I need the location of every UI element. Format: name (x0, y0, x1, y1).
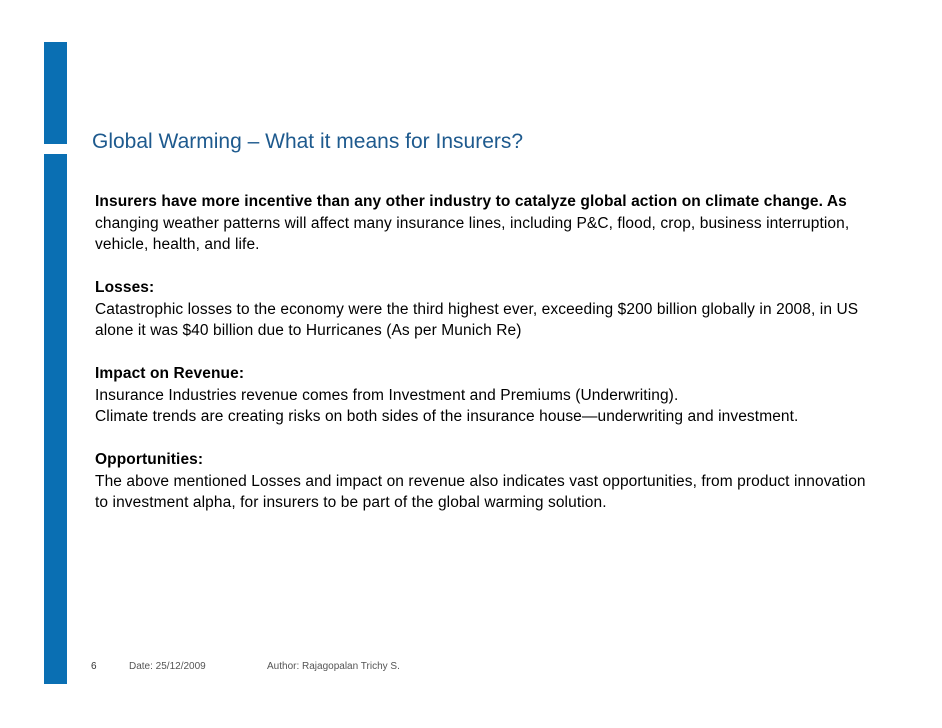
revenue-text-2: Climate trends are creating risks on both sides of the insurance house—underwriting and investment. (95, 408, 799, 425)
accent-bar-top (44, 42, 67, 144)
opportunities-text: The above mentioned Losses and impact on revenue also indicates vast opportunities, from product innovation to investment alpha, for insurers to be part of the global warming solution. (95, 472, 866, 511)
revenue-heading: Impact on Revenue: (95, 365, 245, 382)
intro-bold-text: Insurers have more incentive than any other industry to catalyze global action on climate change. As (95, 193, 847, 210)
losses-section (95, 277, 875, 342)
revenue-text-1: Insurance Industries revenue comes from Investment and Premiums (Underwriting). (95, 386, 679, 404)
page-number: 6 (91, 661, 97, 672)
accent-bar-side (44, 154, 67, 684)
opportunities-heading: Opportunities: (95, 451, 204, 468)
footer-author: Author: Rajagopalan Trichy S. (267, 661, 400, 672)
revenue-section (95, 363, 875, 428)
losses-text: Catastrophic losses to the economy were the third highest ever, exceeding $200 billion globally in 2008, in US alone it was $40 billion due to Hurricanes (As per Munich Re) (95, 300, 859, 339)
intro-text: changing weather patterns will affect many insurance lines, including P&C, flood, crop, business interruption, vehicle, health, and life. (95, 214, 850, 253)
slide-title: Global Warming – What it means for Insurers? (92, 130, 524, 153)
opportunities-section (95, 449, 875, 514)
footer-date: Date: 25/12/2009 (129, 661, 206, 672)
slide-body (95, 191, 875, 535)
losses-heading: Losses: (95, 279, 155, 296)
intro-paragraph (95, 191, 875, 256)
